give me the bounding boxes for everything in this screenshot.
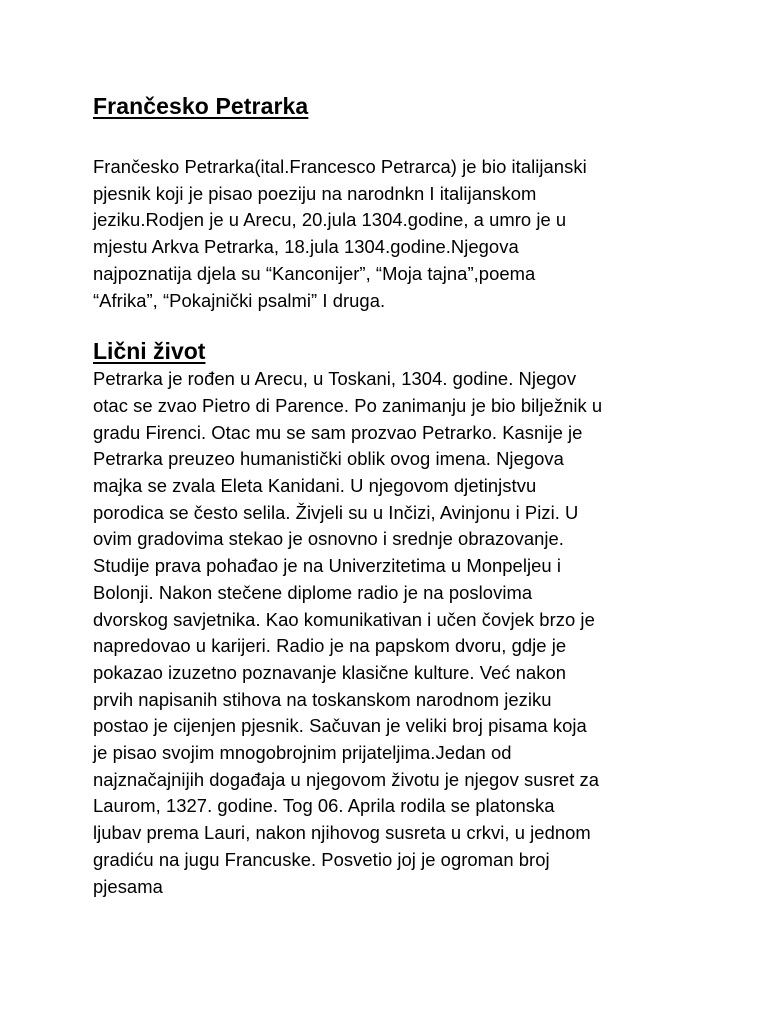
intro-line: “Afrika”, “Pokajnički psalmi” I druga.	[93, 289, 386, 311]
page-title: Frančesko Petrarka	[93, 93, 309, 119]
intro-paragraph	[93, 154, 703, 314]
section-line: ljubav prema Lauri, nakon njihovog susreta u crkvi, u jednom	[93, 822, 591, 844]
section-line: Bolonji. Nakon stečene diplome radio je na poslovima	[93, 581, 533, 603]
section-line: gradiću na jugu Francuske. Posvetio joj je ogroman broj	[93, 848, 550, 870]
section-heading: Lični život	[93, 338, 206, 365]
section-line: napredovao u karijeri. Radio je na papskom dvoru, gdje je	[93, 635, 567, 657]
document-page	[93, 88, 703, 900]
section-line: Studije prava pohađao je na Univerzitetima u Monpeljeu i	[93, 555, 561, 577]
section-line: dvorskog savjetnika. Kao komunikativan i učen čovjek brzo je	[93, 608, 595, 630]
section-line: otac se zvao Pietro di Parence. Po zanimanju je bio bilježnik u	[93, 394, 603, 416]
section-line: Laurom, 1327. godine. Tog 06. Aprila rodila se platonska	[93, 795, 555, 817]
section-line: pjesama	[93, 875, 163, 897]
section-line: postao je cijenjen pjesnik. Sačuvan je veliki broj pisama koja	[93, 715, 587, 737]
section-line: majka se zvala Eleta Kanidani. U njegovom djetinjstvu	[93, 475, 537, 497]
intro-line: jeziku.Rodjen je u Arecu, 20.jula 1304.godine, a umro je u	[93, 209, 567, 231]
section-line: najznačajnijih događaja u njegovom životu je njegov susret za	[93, 768, 600, 790]
section-line: gradu Firenci. Otac mu se sam prozvao Petrarko. Kasnije je	[93, 421, 583, 443]
section-line: Petrarka je rođen u Arecu, u Toskani, 1304. godine. Njegov	[93, 368, 577, 390]
section-line: ovim gradovima stekao je osnovno i srednje obrazovanje.	[93, 528, 564, 550]
section-line: je pisao svojim mnogobrojnim prijateljima.Jedan od	[93, 742, 512, 764]
section-line: pokazao izuzetno poznavanje klasične kulture. Već nakon	[93, 661, 567, 683]
section-line: prvih napisanih stihova na toskanskom narodnom jeziku	[93, 688, 552, 710]
intro-line: mjestu Arkva Petrarka, 18.jula 1304.godine.Njegova	[93, 236, 519, 258]
intro-line: najpoznatija djela su “Kanconijer”, “Moja tajna”,poema	[93, 262, 536, 284]
section-line: Petrarka preuzeo humanistički oblik ovog imena. Njegova	[93, 448, 564, 470]
intro-line: pjesnik koji je pisao poeziju na narodnkn I italijanskom	[93, 182, 537, 204]
intro-line: Frančesko Petrarka(ital.Francesco Petrarca) je bio italijanski	[93, 156, 587, 177]
section-paragraph	[93, 366, 703, 900]
section-line: porodica se često selila. Živjeli su u Inčizi, Avinjonu i Pizi. U	[93, 501, 579, 523]
